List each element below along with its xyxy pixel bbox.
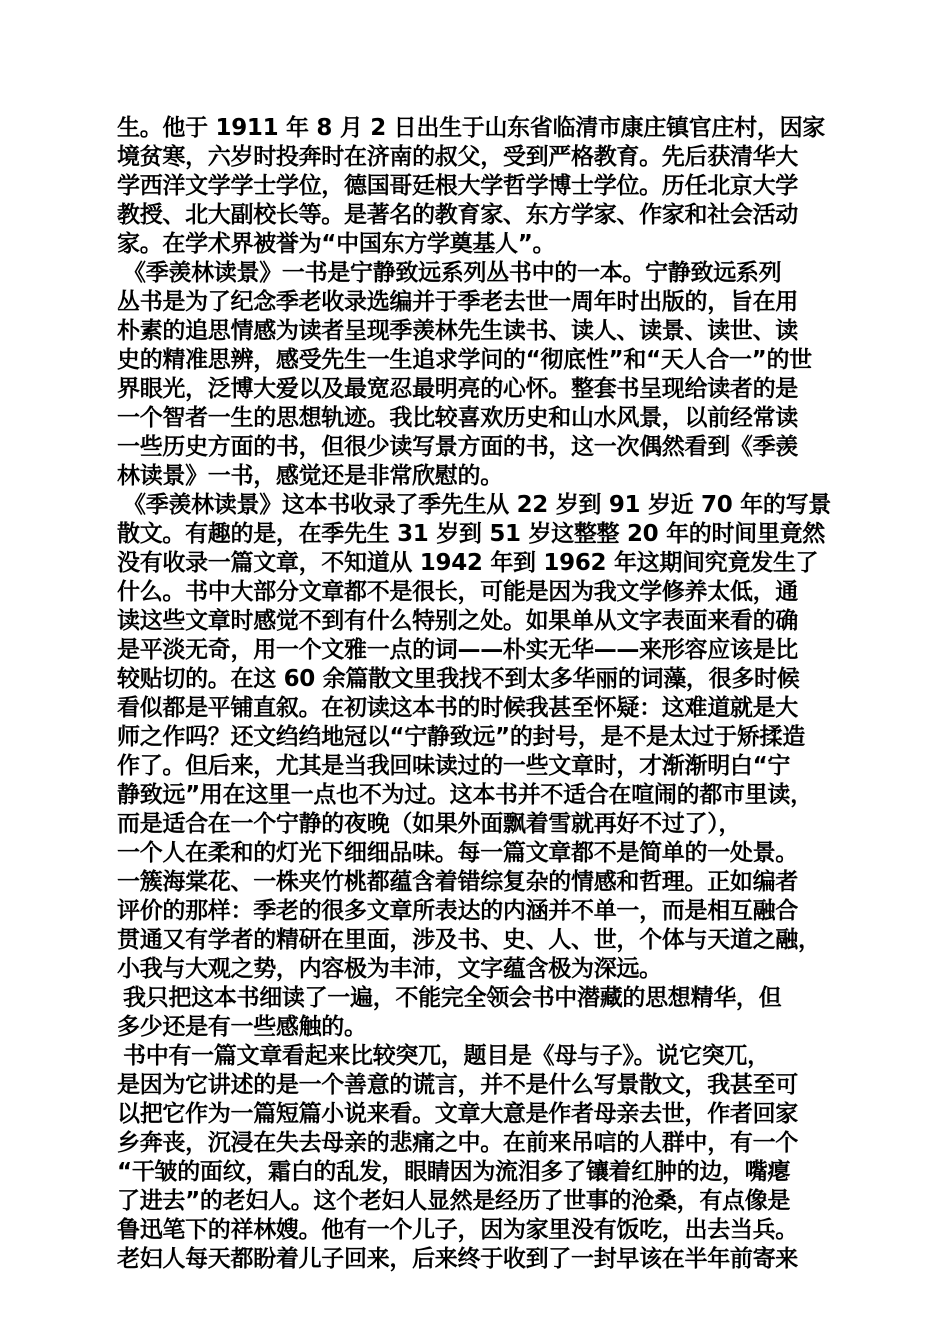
body-text — [117, 114, 845, 1274]
text-line: 丛书是为了纪念季老收录选编并于季老去世一周年时出版的，旨在用 — [117, 289, 799, 315]
text-line: 是平淡无奇，用一个文雅一点的词——朴实无华——来形容应该是比 — [117, 637, 799, 663]
text-line: 朴素的追思情感为读者呈现季羡林先生读书、读人、读景、读世、读 — [117, 318, 799, 344]
text-line: 没有收录一篇文章，不知道从 1942 年到 1962 年这期间究竟发生了 — [117, 550, 819, 576]
text-line: 小我与大观之势，内容极为丰沛，文字蕴含极为深远。 — [117, 956, 662, 982]
text-line: 一个人在柔和的灯光下细细品味。每一篇文章都不是简单的一处景。 — [117, 840, 799, 866]
text-line: 散文。有趣的是，在季先生 31 岁到 51 岁这整整 20 年的时间里竟然 — [117, 521, 825, 547]
text-line: 静致远”用在这里一点也不为过。这本书并不适合在喧闹的都市里读， — [117, 782, 813, 808]
text-line: 什么。书中大部分文章都不是很长，可能是因为我文学修养太低，通 — [117, 579, 799, 605]
text-line: 以把它作为一篇短篇小说来看。文章大意是作者母亲去世，作者回家 — [117, 1101, 799, 1127]
text-line: 乡奔丧，沉浸在失去母亲的悲痛之中。在前来吊唁的人群中，有一个 — [117, 1130, 799, 1156]
text-line: 而是适合在一个宁静的夜晚（如果外面飘着雪就再好不过了）， — [117, 811, 742, 837]
text-line: 一簇海棠花、一株夹竹桃都蕴含着错综复杂的情感和哲理。正如编者 — [117, 869, 799, 895]
text-line: 界眼光，泛博大爱以及最宽忍最明亮的心怀。整套书呈现给读者的是 — [117, 376, 799, 402]
text-line: 家。在学术界被誉为“中国东方学奠基人”。 — [117, 231, 556, 257]
text-line: 看似都是平铺直叙。在初读这本书的时候我甚至怀疑：这难道就是大 — [117, 695, 799, 721]
text-line: 境贫寒，六岁时投奔时在济南的叔父，受到严格教育。先后获清华大 — [117, 144, 799, 170]
text-line: 贯通又有学者的精研在里面，涉及书、史、人、世，个体与天道之融， — [117, 927, 821, 953]
text-line: 一些历史方面的书，但很少读写景方面的书，这一次偶然看到《季羡 — [117, 434, 799, 460]
text-line: 林读景》一书，感觉还是非常欣慰的。 — [117, 463, 503, 489]
text-line: 史的精准思辨，感受先生一生追求学问的“彻底性”和“天人合一”的世 — [117, 347, 812, 373]
text-line: 评价的那样：季老的很多文章所表达的内涵并不单一，而是相互融合 — [117, 898, 799, 924]
text-line: 老妇人每天都盼着儿子回来，后来终于收到了一封早该在半年前寄来 — [117, 1246, 799, 1272]
text-line: 多少还是有一些感触的。 — [117, 1014, 367, 1040]
text-line: 是因为它讲述的是一个善意的谎言，并不是什么写景散文，我甚至可 — [117, 1072, 799, 1098]
text-line: 一个智者一生的思想轨迹。我比较喜欢历史和山水风景，以前经常读 — [117, 405, 799, 431]
text-line: 学西洋文学学士学位，德国哥廷根大学哲学博士学位。历任北京大学 — [117, 173, 799, 199]
text-line: 教授、北大副校长等。是著名的教育家、东方学家、作家和社会活动 — [117, 202, 799, 228]
text-line: 书中有一篇文章看起来比较突兀，题目是《母与子》。说它突兀， — [123, 1043, 770, 1069]
text-line: 较贴切的。在这 60 余篇散文里我找不到太多华丽的词藻，很多时候 — [117, 666, 800, 692]
text-line: 读这些文章时感觉不到有什么特别之处。如果单从文字表面来看的确 — [117, 608, 799, 634]
text-line: 作了。但后来，尤其是当我回味读过的一些文章时，才渐渐明白“宁 — [117, 753, 791, 779]
text-line: 《季羡林读景》这本书收录了季先生从 22 岁到 91 岁近 70 年的写景 — [123, 492, 831, 518]
text-line: “干皱的面纹，霜白的乱发，眼睛因为流泪多了镶着红肿的边，嘴瘪 — [117, 1159, 791, 1185]
text-line: 生。他于 1911 年 8 月 2 日出生于山东省临清市康庄镇官庄村，因家 — [117, 115, 825, 141]
text-line: 了进去”的老妇人。这个老妇人显然是经历了世事的沧桑，有点像是 — [117, 1188, 791, 1214]
text-line: 我只把这本书细读了一遍，不能完全领会书中潜藏的思想精华，但 — [123, 985, 782, 1011]
text-line: 鲁迅笔下的祥林嫂。他有一个儿子，因为家里没有饭吃，出去当兵。 — [117, 1217, 799, 1243]
text-line: 《季羡林读景》一书是宁静致远系列丛书中的一本。宁静致远系列 — [123, 260, 782, 286]
text-line: 师之作吗？还文绉绉地冠以“宁静致远”的封号，是不是太过于矫揉造 — [117, 724, 805, 750]
